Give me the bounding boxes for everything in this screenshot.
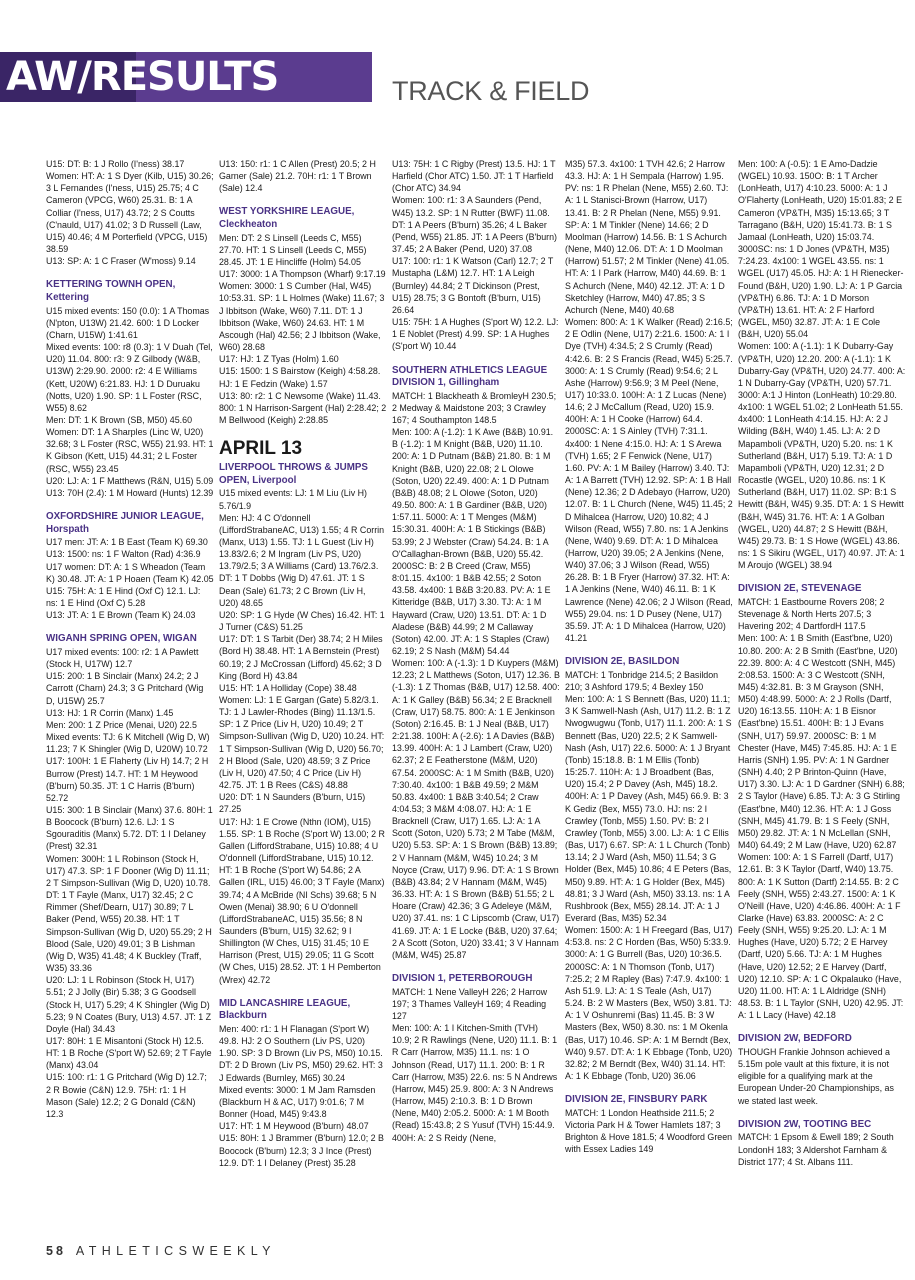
results-block (738, 158, 906, 571)
results-block (738, 1119, 906, 1168)
results-block (219, 998, 387, 1169)
results-block (46, 279, 214, 499)
meeting-title: MID LANCASHIRE LEAGUE, (219, 997, 351, 1009)
results-block (738, 583, 906, 1021)
meeting-title: DIVISION 1, PETERBOROUGH (392, 973, 533, 985)
results-block (565, 1094, 733, 1155)
results-text: U13: 150: r1: 1 C Allen (Prest) 20.5; 2 H Garner (Sale) 21.2. 70H: r1: 1 T Brown (Sale) 12.4 (219, 159, 376, 194)
results-column (738, 158, 906, 1230)
results-block (392, 365, 560, 962)
meeting-title: DIVISION 2E, STEVENAGE (738, 583, 862, 595)
results-text: Men: 400: r1: 1 H Flanagan (S'port W) 49.8. HJ: 2 O Southern (Liv PS, U20) 1.90. SP: 3 D Brown (Liv PS, M50) 10.15. DT: 2 D Brown (Liv PS, M50) 29.62. HT: 3 J Edwards (Burnley, M65) 30.24 Mixed events: 3000: 1 M Jam Ramsden (Blackburn H & AC, U17) 9:01.6; 7 M Bonner (Hoad, M45) 9:43.8 U17: HT: 1 M Heywood (B'burn) 48.07 U15: 80H: 1 J Brammer (B'burn) 12.0; 2 B Boocock (B'burn) 12.3; 3 J Ince (Prest) 12.9. DT: 1 I Delaney (Prest) 35.28 (219, 1023, 384, 1168)
results-text: MATCH: 1 Epsom & Ewell 189; 2 South LondonH 183; 3 Aldershot Farnham & District 177; 4 St. Albans 111. (738, 1132, 894, 1167)
results-banner (0, 52, 372, 102)
meeting-title: SOUTHERN ATHLETICS LEAGUE (392, 364, 548, 376)
results-block (219, 462, 387, 986)
results-text: U17 mixed events: 100: r2: 1 A Pawlett (Stock H, U17W) 12.7 U15: 200: 1 B Sinclair (Manx) 24.2; 2 J Carrott (Charn) 24.3; 3 G Pritchard (Wig D, U15W) 25.7 U13: HJ: 1 R Corrin (Manx) 1.45 Men: 200: 1 Z Price (Menai, U20) 22.5 Mixed events: TJ: 6 K Mitchell (Wig D, W) 11.23; 7 K Shingler (Wig D, U20W) 10.72 U17: 100H: 1 E Flaherty (Liv H) 14.7; 2 H Burrow (Prest) 14.7. HT: 1 M Heywood (B'burn) 50.35. JT: 1 C Harris (B'burn) 52.72 U15: 300: 1 B Sinclair (Manx) 37.6. 80H: 1 B Boocock (B'burn) 12.6. LJ: 1 S Sgouraditis (Manx) 5.72. DT: 1 I Delaney (Prest) 32.31 Women: 300H: 1 L Robinson (Stock H, U17) 47.3. SP: 1 F Dooner (Wig D) 11.11; 2 T Simpson-Sullivan (Wig D, U20) 10.78. DT: 1 T Fayle (Manx, U17) 32.45; 2 C Rimmer (Shef/Dearn, U17) 30.89; 7 L Baker (Pend, W55) 20.38. HT: 1 T Simpson-Sullivan (Wig D, U20) 55.29; 2 H Blood (Sale, U20) 49.01; 3 B Lishman (Wig D, W35) 41.48; 4 K Buckley (Traff, W35) 33.36 U20: LJ: 1 L Robinson (Stock H, U17) 5.51; 2 J Jolly (Bir) 5.38; 3 G Goodsell (Stock H, U17) 5.29; 4 K Shingler (Wig D) 5.23; 9 N Coates (Bury, U13) 4.57. JT: 1 Z Doyle (Hal) 34.43 U17: 80H: 1 E Misantoni (Stock H) 12.5. HT: 1 B Roche (S'port W) 52.69; 2 T Fayle (Manx) 43.04 U15: 100: r1: 1 G Pritchard (Wig D) 12.7; 2 R Bowie (C&N) 12.9. 75H: r1: 1 H Mason (Sale) 12.2; 2 G Donald (C&N) 12.3 (46, 646, 213, 1119)
meeting-venue: Blackburn (219, 1010, 267, 1022)
results-columns (46, 158, 910, 1230)
results-column (219, 158, 387, 1230)
meeting-venue: Horspath (46, 523, 90, 535)
results-text: U15 mixed events: LJ: 1 M Liu (Liv H) 5.76/1.9 Men: HJ: 4 C O'donnell (LiffordStrabaneAC, U13) 1.55; 4 R Corrin (Manx, U13) 1.55. TJ: 1 L Guest (Liv H) 13.83/2.6; 2 M Ingram (Liv PS, U20) 13.79/2.5; 3 A Williams (Card) 13.76/2.3. DT: 1 T Dobbs (Wig D) 47.61. JT: 1 S Dean (Sale) 61.73; 2 C Brown (Liv H, U20) 48.65 U20: SP: 1 G Hyde (W Ches) 16.42. HT: 1 J Turner (C&S) 51.25 U17: DT: 1 S Tarbit (Der) 38.74; 2 H Miles (Bord H) 38.48. HT: 1 A Bernstein (Prest) 60.19; 2 J McCrossan (Lifford) 45.62; 3 D King (Bord H) 43.84 U15: HT: 1 A Holliday (Cope) 38.48 Women: LJ: 1 E Gargan (Gate) 5.82/3.1. TJ: 1 J Lawler-Rhodes (Bing) 11.13/1.5. SP: 1 Z Price (Liv H, U20) 10.49; 2 T Simpson-Sullivan (Wig D, U20) 10.24. HT: 1 T Simpson-Sullivan (Wig D, U20) 56.70; 2 H Blood (Sale, U20) 48.59; 3 Z Price (Liv H, U20) 47.50; 4 C Price (Liv H) 42.75. JT: 1 B Rees (C&S) 48.88 U20: DT: 1 N Saunders (B'burn, U15) 27.25 U17: HJ: 1 E Crowe (Nthn (IOM), U15) 1.55. SP: 1 B Roche (S'port W) 13.00; 2 R Gallen (LiffordStrabane, U15) 10.88; 4 U O'donnell (LiffordStrabane, U15) 10.12. HT: 1 B Roche (S'port W) 54.86; 2 A Gallen (IRL, U15) 46.00; 3 T Fayle (Manx) 39.74; 4 A McBride (NI Schs) 39.68; 5 N Owen (Menai) 38.90; 6 U O'donnell (LiffordStrabaneAC, U15) 35.56; 8 N Saunders (B'burn, U15) 32.62; 9 I Shillington (W Ches, U15) 31.45; 10 E Harrison (Prest, U15) 29.05; 11 G Scott (W Ches, U15) 28.52. JT: 1 H Pemberton (Wrex) 42.72 (219, 488, 385, 985)
meeting-venue: Cleckheaton (219, 219, 278, 231)
results-block (738, 1033, 906, 1106)
results-block (219, 206, 387, 426)
results-column (46, 158, 214, 1230)
section-title: TRACK & FIELD (392, 76, 590, 106)
results-text: Men: DT: 2 S Linsell (Leeds C, M55) 27.70. HT: 1 S Linsell (Leeds C, M55) 28.45. JT: 1 E Hincliffe (Holm) 54.05 U17: 3000: 1 A Thompson (Wharf) 9:17.19 Women: 3000: 1 S Cumber (Hal, W45) 10:53.31. SP: 1 L Holmes (Wake) 11.67; 3 J Ibbitson (Wake, W60) 7.11. DT: 1 J Ibbitson (Wake, W60) 24.63. HT: 1 M Ascough (Hal) 42.56; 2 J Ibbitson (Wake, W60) 28.68 U17: HJ: 1 Z Tyas (Holm) 1.60 U15: 1500: 1 S Bairstow (Keigh) 4:58.28. HJ: 1 E Fedzin (Wake) 1.57 U13: 80: r2: 1 C Newsome (Wake) 11.43. 800: 1 N Harrison-Sargent (Hal) 2:28.42; 2 M Bellwood (Keigh) 2:28.85 (219, 232, 387, 425)
meeting-title: DIVISION 2E, BASILDON (565, 656, 680, 668)
meeting-title: WIGANH SPRING OPEN, WIGAN (46, 633, 197, 645)
results-block (46, 633, 214, 1120)
results-column (392, 158, 560, 1230)
results-block (565, 656, 733, 1082)
results-text: U15: DT: B: 1 J Rollo (I'ness) 38.17 Women: HT: A: 1 S Dyer (Kilb, U15) 30.26; 3 L Fernandes (I'ness, U15) 25.75; 4 C Cameron (VPCG, W60) 25.31. B: 1 A Colliar (I'ness, U17) 43.72; 2 S Coutts (C'nauld, U17) 41.02; 3 D Russell (Law, U15) 40.46; 4 M Porterfield (VPCG, U15) 38.59 U13: SP: A: 1 C Fraser (W'moss) 9.14 (46, 159, 214, 267)
date-heading: APRIL 13 (219, 438, 303, 460)
meeting-title: WEST YORKSHIRE LEAGUE, (219, 206, 355, 218)
results-block (46, 511, 214, 621)
results-text: Men: 100: A (-0.5): 1 E Amo-Dadzie (WGEL) 10.93. 150O: B: 1 T Archer (LonHeath, U17) 4:10.23. 5000: A: 1 J O'Flaherty (LonHeath, U20) 15:01.83; 2 E Cameron (VP&TH, M35) 15:13.65; 3 T Tarragano (B&H, U20) 15:41.73. B: 1 S Jamaal (LonHeath, U20) 15:03.74. 3000SC: ns: 1 D Jones (VP&TH, M35) 7:24.23. 4x100: 1 WGEL 43.55. ns: 1 WGEL (U17) 45.05. HJ: A: 1 H Rienecker-Found (B&H, U20) 1.90. LJ: A: 1 P Garcia (VP&TH) 6.86. TJ: A: 1 D Morson (VP&TH) 13.61. HT: A: 2 F Harford (WGEL, M50) 32.87. JT: A: 1 E Cole (B&H, U20) 55.04 Women: 100: A (-1.1): 1 K Dubarry-Gay (VP&TH, U20) 12.20. 200: A (-1.1): 1 K Dubarry-Gay (VP&TH, U20) 24.77. 400: A: 1 N Dubarry-Gay (VP&TH, U20) 57.71. 3000: A:1 J Hinton (LonHeath) 10:29.80. 4x100: 1 WGEL 51.02; 2 LonHeath 51.55. 4x400: 1 LonHeath 4:14.15. HJ: A: 2 J Wilding (B&H, W40) 1.45. LJ: A: 2 D Mapamboli (VP&TH, U20) 5.20. ns: 1 K Sutherland (B&H, U17) 5.19. TJ: A: 1 D Mapamboli (VP&TH, U20) 12.31; 2 D Rocastle (WGEL, U20) 10.86. ns: 1 K Sutherland (B&H, U17) 11.02. SP: B:1 S Hewitt (B&H, W45) 9.35. DT: A: 1 S Hewitt (B&H, W45) 31.76. HT: A: 1 A Golban (WGEL, U20) 44.87; 2 S Hewitt (B&H, W45) 29.73. B: 1 S Howe (WGEL) 43.86. ns: 1 S Sikiru (WGEL, U17) 40.97. JT: A: 1 M Aroujo (WGEL) 38.94 (738, 159, 906, 571)
results-block (565, 158, 733, 644)
page-number: 58 (46, 1244, 66, 1258)
results-block (392, 973, 560, 1144)
results-text: U13: 75H: 1 C Rigby (Prest) 13.5. HJ: 1 T Harfield (Chor ATC) 1.50. JT: 1 T Harfield (Chor ATC) 34.94 Women: 100: r1: 3 A Saunders (Pend, W45) 13.2. SP: 1 N Rutter (BWF) 11.08. DT: 1 A Peers (B'burn) 35.26; 4 L Baker (Pend, W55) 21.85. JT: 1 A Peers (B'burn) 37.45; 2 A Baker (Pend, U20) 37.08 U17: 100: r1: 1 K Watson (Carl) 12.7; 2 T Mustapha (L&M) 12.7. HT: 1 A Leigh (Burnley) 44.84; 2 T Dickinson (Prest, U15) 28.75; 3 G Bontoft (B'burn, U15) 26.64 U15: 75H: 1 A Hughes (S'port W) 12.2. LJ: 1 E Noblet (Prest) 4.99. SP: 1 A Hughes (S'port W) 10.44 (392, 159, 559, 352)
results-column (565, 158, 733, 1230)
meeting-title: DIVISION 2W, TOOTING BEC (738, 1118, 872, 1130)
meeting-venue: Kettering (46, 292, 90, 303)
publication-name: ATHLETICSWEEKLY (75, 1244, 276, 1258)
brand-title: AW/RESULTS (6, 54, 279, 100)
results-text: U15 mixed events: 150 (0.0): 1 A Thomas (N'pton, U13W) 21.42. 600: 1 D Locker (Charn, U15W) 1:41.61 Mixed events: 100: r8 (0.3): 1 V Duah (Tel, U20) 11.04. 800: r3: 9 Z Gilbody (W&B, U13W) 2:29.90. 2000: r2: 4 E Williams (Kett, U20W) 6:21.83. HJ: 1 D Duruaku (Notts, U20) 1.90. SP: 1 L Foster (RSC, W55) 8.62 Men: DT: 1 K Brown (SB, M50) 45.60 Women: DT: 1 A Sharples (Linc W, U20) 32.68; 3 L Foster (RSC, W55) 21.93. HT: 1 K Gibson (Kett, U15) 44.31; 2 L Foster (RSC, W55) 23.45 U20: LJ: A: 1 F Matthews (R&N, U15) 5.09 U13: 70H (2.4): 1 M Howard (Hunts) 12.39 (46, 305, 214, 498)
results-text: MATCH: 1 Nene ValleyH 226; 2 Harrow 197; 3 Thames ValleyH 169; 4 Reading 127 Men: 100: A: 1 I Kitchen-Smith (TVH) 10.9; 2 R Rawlings (Nene, U20) 11.1. B: 1 R Carr (Harrow, M35) 11.1. ns: 1 O Johnson (Read, U17) 11.1. 200: B: 1 R Carr (Harrow, M35) 22.6. ns: 5 N Andrews (Harrow, M45) 25.9. 800: A: 3 N Andrews (Harrow, M45) 2:10.3. B: 1 D Brown (Nene, M40) 2:05.2. 5000: A: 1 M Booth (Read) 15:43.8; 2 S Yusuf (TVH) 15:44.9. 400H: A: 2 S Reidy (Nene, (392, 986, 558, 1143)
results-block (392, 158, 560, 353)
meeting-venue: DIVISION 1, Gillingham (392, 377, 500, 389)
results-block (219, 158, 387, 194)
results-text: MATCH: 1 Eastbourne Rovers 208; 2 Stevenage & North Herts 207.5; 3 Havering 202; 4 DartfordH 117.5 Men: 100: A: 1 B Smith (East'bne, U20) 10.80. 200: A: 2 B Smith (East'bne, U20) 22.39. 800: A: 4 C Westcott (SNH, M45) 2:08.53. 1500: A: 3 C Westcott (SNH, M45) 4:32.81. B: 3 M Grayson (SNH, M50) 4:48.99. 5000: A: 2 J Rolls (Dartf, U20) 16:13.55. 110H: A: 1 B Eisnor (East'bne) 15.51. 400H: B: 1 J Evans (SNH, U17) 59.97. 2000SC: B: 1 M Chester (Have, M45) 7:45.85. HJ: A: 1 E Harris (SNH) 1.95. PV: A: 1 N Gardner (SNH) 4.40; 2 P Brinton-Quinn (Have, U17) 3.30. LJ: A: 1 D Gardner (SNH) 6.88; 2 S Taylor (Have) 6.85. TJ: A: 3 G Stirling (East'bne, M40) 12.36. HT: A: 1 J Goss (SNH, M45) 41.79. B: 1 S Feely (SNH, M50) 29.82. JT: A: 1 N McLellan (SNH, M40) 64.49; 2 M Law (Have, U20) 62.87 Women: 100: A: 1 S Farrell (Dartf, U17) 12.61. B: 3 K Taylor (Dartf, W40) 13.75. 800: A: 1 K Sutton (Dartf) 2:14.55. B: 2 C Feely (SNH, W55) 2:43.27. 1500: A: 1 K O'Neill (Have, U20) 4:46.86. 400H: A: 1 F Clarke (Have) 63.83. 2000SC: A: 2 C Feely (SNH, W55) 9:25.20. LJ: A: 1 M Hughes (Have, U20) 5.72; 2 E Harvey (Dartf, U20) 5.66. TJ: A: 1 M Hughes (Have, U20) 12.52; 2 E Harvey (Dartf, U20) 12.10. SP: A: 1 C Okpalauko (Have, U20) 11.00. HT: A: 1 L Aldridge (SNH) 48.53. B: 1 L Taylor (SNH, U20) 42.95. JT: A: 1 L Lacy (Have) 42.18 (738, 596, 905, 1021)
meeting-title: DIVISION 2E, FINSBURY PARK (565, 1094, 708, 1106)
meeting-venue: OPEN, Liverpool (219, 474, 297, 486)
page-footer (46, 1244, 276, 1258)
results-text: MATCH: 1 London Heathside 211.5; 2 Victoria Park H & Tower Hamlets 187; 3 Brighton & Hove 181.5; 4 Woodford Green with Essex Ladies 149 (565, 1107, 733, 1155)
results-text: MATCH: 1 Blackheath & BromleyH 230.5; 2 Medway & Maidstone 203; 3 Crawley 167; 4 Southampton 148.5 Men: 100: A (-1.2): 1 K Awe (B&B) 10.91. B (-1.2): 1 M Knight (B&B, U20) 11.10. 200: A: 1 D Putnam (B&B) 21.80. B: 1 M Knight (B&B, U20) 22.08; 2 L Olowe (Soton, U20) 22.49. 400: A: 1 D Putnam (B&B) 48.08; 2 L Olowe (Soton, U20) 49.50. 800: A: 1 B Gardiner (B&B, U20) 1:57.11. 5000: A: 1 T Menges (M&M) 15:30.31. 400H: A: 1 B Stickings (B&B) 53.99; 2 J Webster (Craw) 54.24. B: 1 A O'Callaghan-Brown (B&B, U20) 55.42. 2000SC: B: 2 B Creed (Craw, M55) 8:01.15. 4x100: 1 B&B 42.55; 2 Soton 43.58. 4x400: 1 B&B 3:20.83. PV: A: 1 E Kitteridge (B&B, U17) 3.30. TJ: A: 1 M Hayward (Craw, U20) 13.51. DT: A: 1 D Aladese (B&B) 44.99; 2 M Callaway (Soton) 42.00. JT: A: 1 S Staples (Craw) 62.19; 2 S Nash (M&M) 54.44 Women: 100: A (-1.3): 1 D Kuypers (M&M) 12.23; 2 L Matthews (Soton, U17) 12.36. B (-1.3): 1 Z Thomas (B&B, U17) 12.58. 400: A: 1 K Galley (B&B) 56.34; 2 E Bracknell (Craw, U17) 58.75. 800: A: 1 E Jenkinson (Soton) 2:16.45. B: 1 J Neal (B&B, U17) 2:21.38. 100H: A (-2.6): 1 A Davies (B&B) 13.99. 400H: A: 1 J Lambert (Craw, U20) 62.37; 2 E Featherstone (M&M, U20) 67.54. 2000SC: A: 1 M Smith (B&B, U20) 7:30.40. 4x100: 1 B&B 49.59; 2 M&M 50.83. 4x400: 1 B&B 3:40.54; 2 Craw 4:04.53; 3 M&M 4:08.07. HJ: A: 1 E Bracknell (Craw, U17) 1.65. LJ: A: 1 A Scott (Soton, U20) 5.73; 2 M Tabe (M&M, U20) 5.53. SP: A: 1 S Brown (B&B) 13.89; 2 V Hannam (M&M, W45) 10.24; 3 M Noyce (Craw, U17) 9.96. DT: A: 1 S Brown (B&B) 43.84; 2 V Hannam (M&M, W45) 36.33. HT: A: 1 S Brown (B&B) 51.55; 2 L Hoare (Craw) 42.36; 3 G Adeleye (M&M, U20) 37.41. ns: 1 C Lipscomb (Craw, U17) 41.69. JT: A: 1 E Locke (B&B, U20) 37.64; 2 A Scott (Soton, U20) 33.41; 3 V Hannam (M&M, W45) 25.87 (392, 390, 560, 960)
results-block (46, 158, 214, 267)
results-text: U17 men: JT: A: 1 B East (Team K) 69.30 U13: 1500: ns: 1 F Walton (Rad) 4:36.9 U17 women: DT: A: 1 S Wheadon (Team K) 30.48. JT: A: 1 P Hoaen (Team K) 42.05 U15: 75H: A: 1 E Hind (Oxf C) 12.1. LJ: ns: 1 E Hind (Oxf C) 5.28 U13: JT: A: 1 E Brown (Team K) 24.03 (46, 537, 214, 621)
meeting-title: OXFORDSHIRE JUNIOR LEAGUE, (46, 511, 204, 523)
meeting-title: DIVISION 2W, BEDFORD (738, 1033, 852, 1045)
meeting-title: KETTERING TOWNH OPEN, (46, 279, 176, 291)
results-text: THOUGH Frankie Johnson achieved a 5.15m pole vault at this fixture, it is not eligible for a qualifying mark at the European Under-20 Championships, as we stated last week. (738, 1046, 894, 1106)
results-text: M35) 57.3. 4x100: 1 TVH 42.6; 2 Harrow 43.3. HJ: A: 1 H Sempala (Harrow) 1.95. PV: ns: 1 R Phelan (Nene, M55) 2.60. TJ: A: 1 L Stanisci-Brown (Harrow, U17) 13.41. B: 2 R Phelan (Nene, M55) 9.91. SP: A: 1 M Tinkler (Nene) 14.66; 2 D Moolman (Harrow) 14.56. B: 1 S Achurch (Nene, M40) 12.06. DT: A: 1 D Moolman (Harrow) 51.57; 2 M Tinkler (Nene) 41.05. HT: A: 1 I Park (Harrow, M40) 44.69. B: 1 S Achurch (Nene, M40) 42.12. JT: A: 1 D Sketchley (Harrow, M40) 47.85; 3 S Achurch (Nene, M40) 40.68 Women: 800: A: 1 K Walker (Read) 2:16.5; 2 E Odlin (Nene, U17) 2:21.6. 1500: A: 1 I Dye (TVH) 4:34.5; 2 S Crumly (Read) 4:42.6. B: 2 S Francis (Read, W45) 5:25.7. 3000: A: 1 S Crumly (Read) 9:54.6; 2 L Ashe (Harrow) 9:56.9; 3 M Peel (Nene, U17) 10:33.0. 100H: A: 1 Z Lucas (Nene) 14.6; 2 J McCallum (Read, U20) 15.9. 400H: A: 1 H Cooke (Harrow) 64.4. 2000SC: A: 1 S Ainley (TVH) 7:31.1. 4x400: 1 Nene 4:15.0. HJ: A: 1 S Arewa (TVH) 1.65; 2 F Fenwick (Nene, U17) 1.60. PV: A: 1 M Bailey (Harrow) 3.40. TJ: A: 1 A Barrett (TVH) 12.92. SP: A: 1 B Hall (Nene) 12.36; 2 D Adebayo (Harrow, U20) 12.07. B: 1 L Church (Nene, W45) 11.45; 2 D Mihalcea (Harrow, U20) 10.82; 4 J Wilson (Read, W55) 7.80. ns: 1 A Jenkins (Nene, W40) 9.69. DT: A: 1 D Mihalcea (Harrow, U20) 39.05; 2 A Jenkins (Nene, W40) 37.06; 3 J Wilson (Read, W55) 26.28. B: 1 B Fryer (Harrow) 37.32. HT: A: 1 A Jenkins (Nene, W40) 46.11. B: 1 K Lawrence (Nene) 42.06; 2 J Wilson (Read, W55) 29.04. ns: 1 D Pusey (Nene, U17) 35.59. JT: A: 1 D Mihalcea (Harrow, U20) 41.21 (565, 159, 733, 644)
results-block (219, 438, 387, 460)
results-text: MATCH: 1 Tonbridge 214.5; 2 Basildon 210; 3 Ashford 179.5; 4 Bexley 150 Men: 100: A: 1 S Bennett (Bas, U20) 11.1; 3 K Samwell-Nash (Ash, U17) 11.2. B: 1 Z Nwogwugwu (Tonb, U17) 11.1. 200: A: 1 S Bennett (Bas, U20) 22.5; 2 K Samwell-Nash (Ash, U17) 22.6. 5000: A: 1 J Bryant (Tonb) 15:18.8. B: 1 M Ellis (Tonb) 15:25.7. 110H: A: 1 J Broadbent (Bas, U20) 15.4; 2 P Davey (Ash, M45) 18.2. 400H: A: 1 P Davey (Ash, M45) 66.9. B: 3 K Gediz (Bex, M55) 73.0. HJ: ns: 2 I Crawley (Tonb, M55) 1.50. PV: B: 2 I Crawley (Tonb, M55) 3.00. LJ: A: 1 C Ellis (Bas, U17) 6.67. SP: A: 1 L Church (Tonb) 13.14; 2 J Ward (Ash, M50) 11.54; 3 G Holder (Bex, M45) 10.86; 4 E Peters (Bas, M50) 9.89. HT: A: 1 G Holder (Bex, M45) 48.81; 3 J Ward (Ash, M50) 33.13. ns: 1 A Rushbrook (Bex, M55) 28.14. JT: A: 1 J Everard (Bas, M35) 52.34 Women: 1500: A: 1 H Freegard (Bas, U17) 4:53.8. ns: 2 C Horden (Bas, W50) 5:33.9. 3000: A: 1 G Burrell (Bas, U20) 10:36.5. 2000SC: A: 1 N Thomson (Tonb, U17) 7:25.2; 2 M Rapley (Bas) 7:47.9. 4x100: 1 Ash 51.9. LJ: A: 1 S Teale (Ash, U17) 5.24. B: 2 W Masters (Bex, W50) 3.81. TJ: A: 1 V Oshunremi (Bas) 11.45. B: 3 W Masters (Bex, W50) 8.30. ns: 1 M Okenla (Bas, U17) 10.46. SP: A: 1 M Berndt (Bex, W40) 9.57. DT: A: 1 K Ebbage (Tonb, U20) 32.82; 2 M Berndt (Bex, W40) 31.14. HT: A: 1 K Ebbage (Tonb, U20) 36.06 (565, 669, 733, 1081)
meeting-title: LIVERPOOL THROWS & JUMPS (219, 462, 368, 474)
